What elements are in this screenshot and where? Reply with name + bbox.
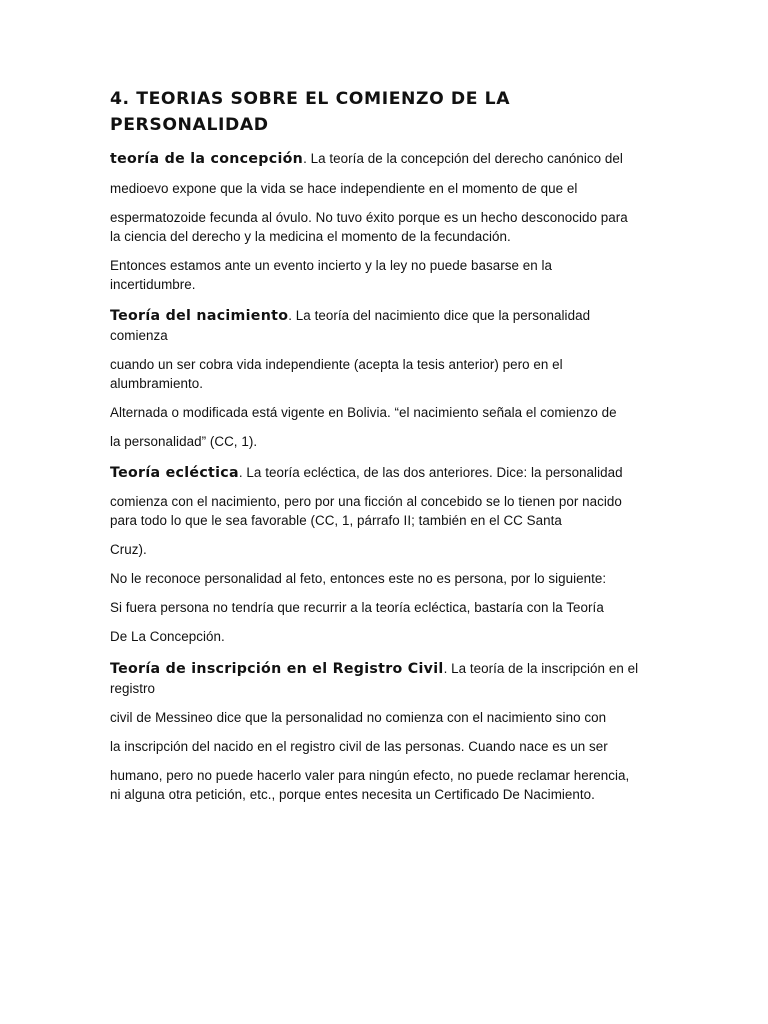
paragraph-nacimiento [110,308,590,324]
text-line: la personalidad” (CC, 1). [110,434,258,449]
text-line: No le reconoce personalidad al feto, entonces este no es persona, por lo siguiente: [110,571,607,586]
section-title-continued: PERSONALIDAD [110,115,269,135]
text-line: comienza con el nacimiento, pero por una ficción al concebido se lo tienen por nacido [110,494,622,509]
paragraph-inscripcion [110,661,638,677]
text-line: la inscripción del nacido en el registro civil de las personas. Cuando nace es un ser [110,739,608,754]
heading-concepcion: teoría de la concepción [110,151,304,167]
text-line: medioevo expone que la vida se hace independiente en el momento de que el [110,181,578,196]
text-line: Entonces estamos ante un evento incierto y la ley no puede basarse en la [110,258,553,273]
text-line: alumbramiento. [110,376,203,391]
heading-nacimiento: Teoría del nacimiento [110,308,289,324]
text-line: registro [110,681,156,696]
text-line: Alternada o modificada está vigente en Bolivia. “el nacimiento señala el comienzo de [110,405,617,420]
section-title: 4. TEORIAS SOBRE EL COMIENZO DE LA [110,89,511,109]
text-line: la ciencia del derecho y la medicina el momento de la fecundación. [110,229,511,244]
text-line: . La teoría ecléctica, de las dos anteriores. Dice: la personalidad [238,465,623,480]
heading-inscripcion: Teoría de inscripción en el Registro Civil [110,661,444,677]
text-line: civil de Messineo dice que la personalidad no comienza con el nacimiento sino con [110,710,607,725]
heading-eclectica: Teoría ecléctica [110,465,239,481]
text-line: ni alguna otra petición, etc., porque entes necesita un Certificado De Nacimiento. [110,787,595,802]
text-line: . La teoría de la inscripción en el [443,661,639,676]
text-line: cuando un ser cobra vida independiente (acepta la tesis anterior) pero en el [110,357,563,372]
text-line: Cruz). [110,542,147,557]
text-line: incertidumbre. [110,277,196,292]
text-line: Si fuera persona no tendría que recurrir a la teoría ecléctica, bastaría con la Teoría [110,600,604,615]
text-line: . La teoría del nacimiento dice que la personalidad [288,308,591,323]
text-line: para todo lo que le sea favorable (CC, 1, párrafo II; también en el CC Santa [110,513,562,528]
paragraph-eclectica [110,465,623,481]
text-line: . La teoría de la concepción del derecho canónico del [303,151,623,166]
text-line: espermatozoide fecunda al óvulo. No tuvo éxito porque es un hecho desconocido para [110,210,628,225]
text-line: comienza [110,328,168,343]
text-line: humano, pero no puede hacerlo valer para ningún efecto, no puede reclamar herencia, [110,768,630,783]
paragraph-concepcion [110,151,623,167]
text-line: De La Concepción. [110,629,225,644]
